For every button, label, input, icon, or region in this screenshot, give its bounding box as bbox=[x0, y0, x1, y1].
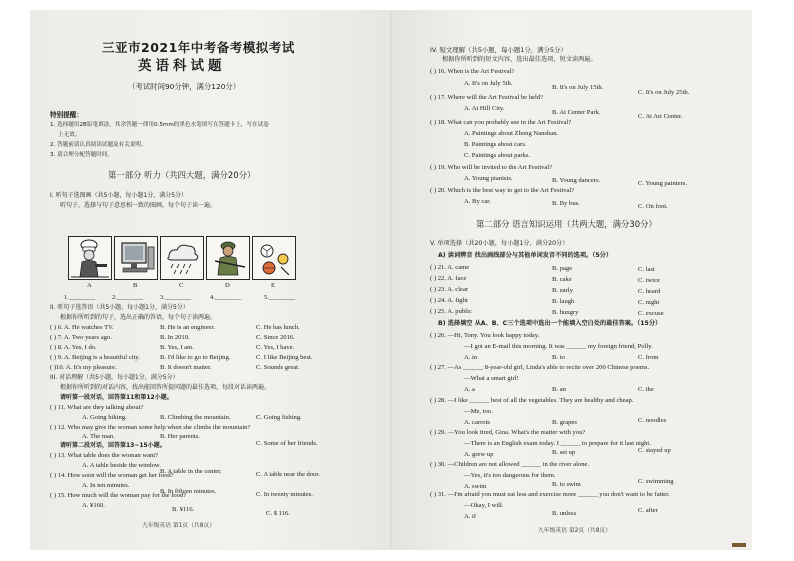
question-27-reply: —What a smart girl! bbox=[464, 375, 519, 382]
option-b: B. He is an engineer. bbox=[160, 324, 215, 331]
answer-blank[interactable]: 1.________ bbox=[64, 294, 96, 301]
option-b: B. ¥116. bbox=[172, 506, 195, 513]
option-a: A. Young pianists. bbox=[464, 175, 513, 182]
picture-letter: E bbox=[271, 282, 276, 289]
rain-cloud-icon bbox=[161, 237, 203, 279]
option-b: B. I'd like to go to Beijing. bbox=[160, 354, 231, 361]
picture-a bbox=[68, 236, 112, 280]
picture-letter: A bbox=[87, 282, 92, 289]
option-c: C. Sounds great. bbox=[256, 364, 300, 371]
option-b: B. Young dancers. bbox=[552, 177, 601, 184]
question-row: ( ) 8. A. Yes, I do. bbox=[50, 344, 97, 351]
section3-title: III. 对话理解（共5小题，每小题1分，满分5分） bbox=[50, 374, 179, 381]
page-footer: 九年级英语 第2页（共8页） bbox=[538, 528, 611, 534]
option-b: B. page bbox=[552, 265, 573, 272]
section4-instruction: 根据你所听到的短文内容，选出最佳选项，短文读两遍。 bbox=[442, 56, 597, 63]
question-29-reply: —There is an English exam today. I ______ to prepare for it last night. bbox=[464, 440, 651, 447]
option-c: C. A table near the door. bbox=[256, 471, 320, 478]
section2-title: II. 听句子选答语（共5小题，每小题1分，满分5分） bbox=[50, 304, 189, 311]
option-c: C. I like Beijing best. bbox=[256, 354, 313, 361]
question-15: ( ) 15. How much will the woman pay for the food? bbox=[50, 492, 187, 499]
option-c: C. $ 116. bbox=[266, 510, 290, 517]
picture-letter: D bbox=[225, 282, 230, 289]
part1-heading: 第一部分 听力（共四大题，满分20分） bbox=[108, 170, 256, 180]
question-27: ( ) 27. —As ______ 8-year-old girl, Linda's able to recite over 200 Chinese poems. bbox=[430, 364, 650, 371]
option-b: B. In fifteen minutes. bbox=[160, 488, 217, 495]
option-a: A. Paintings about Zhong Nanshan. bbox=[464, 130, 559, 137]
option-b: B. to bbox=[552, 354, 565, 361]
time-note: （考试时间90分钟，满分120分） bbox=[128, 82, 241, 91]
option-b: B. cake bbox=[552, 276, 572, 283]
option-a: A. swim bbox=[464, 483, 487, 490]
picture-c bbox=[160, 236, 204, 280]
option-b: B. It's on July 15th. bbox=[552, 84, 604, 91]
chef-icon bbox=[69, 237, 111, 279]
option-b: B. early bbox=[552, 287, 573, 294]
soldier-icon bbox=[207, 237, 249, 279]
option-b: B. Paintings about cars. bbox=[464, 141, 527, 148]
option-b: B. an bbox=[552, 386, 566, 393]
option-c: C. He has lunch. bbox=[256, 324, 300, 331]
option-c: C. from bbox=[638, 354, 659, 361]
tip-line: 3. 请合理分配答题时间。 bbox=[50, 152, 114, 158]
section2-instruction: 根据你所听到的句子，选出正确的答语，每个句子读两遍。 bbox=[60, 314, 217, 321]
option-b: B. set up bbox=[552, 449, 576, 456]
option-c: C. Paintings about parks. bbox=[464, 152, 531, 159]
question-28: ( ) 28. —I like ______ best of all the vegetables. They are healthy and cheap. bbox=[430, 397, 634, 404]
question-12: ( ) 12. Who may give the woman some help when she climbs the mountain? bbox=[50, 424, 251, 431]
page-2 bbox=[392, 10, 752, 550]
subject-title: 英语科试题 bbox=[138, 58, 226, 74]
option-c: C. after bbox=[638, 507, 658, 514]
exam-paper-spread bbox=[30, 10, 752, 550]
option-a: A. if bbox=[464, 513, 477, 520]
section3-instruction: 请听第一段对话，回答第11和第12小题。 bbox=[60, 394, 173, 401]
option-b: B. Yes, I am. bbox=[160, 344, 194, 351]
question-row: ( ) 7. A. Two years ago. bbox=[50, 334, 112, 341]
phonics-row: ( ) 23. A. clear bbox=[430, 286, 469, 293]
question-28-reply: —Me, too. bbox=[464, 408, 493, 415]
option-c: C. Young painters. bbox=[638, 180, 687, 187]
option-a: A. a bbox=[464, 386, 475, 393]
question-30-reply: —Yes, it's too dangerous for them. bbox=[464, 472, 556, 479]
option-b: B. to swim bbox=[552, 481, 581, 488]
question-31: ( ) 31. —I'm afraid you must eat less and exercise more ______ you don't want to be fatter. bbox=[430, 491, 670, 498]
phonics-row: ( ) 21. A. came bbox=[430, 264, 470, 271]
phonics-row: ( ) 25. A. public bbox=[430, 308, 472, 315]
option-c: C. twice bbox=[638, 277, 660, 284]
answer-blank[interactable]: 5.________ bbox=[264, 294, 296, 301]
question-11: ( ) 11. What are they talking about? bbox=[50, 404, 144, 411]
question-20: ( ) 20. Which is the best way to get to the Art Festival? bbox=[430, 187, 575, 194]
option-a: A. In ten minutes. bbox=[82, 482, 130, 489]
option-a: A. The man. bbox=[82, 433, 115, 440]
option-b: B. grapes bbox=[552, 419, 577, 426]
option-c: C. last bbox=[638, 266, 655, 273]
tip-line: 上无效。 bbox=[58, 132, 81, 138]
option-c: C. Yes, I have. bbox=[256, 344, 295, 351]
question-31-reply: —Okay, I will. bbox=[464, 502, 504, 509]
picture-b bbox=[114, 236, 158, 280]
question-14: ( ) 14. How soon will the woman get her food? bbox=[50, 472, 174, 479]
tips-title: 特别提醒： bbox=[50, 111, 83, 119]
option-b: B. Climbing the mountain. bbox=[160, 414, 231, 421]
picture-letter: B bbox=[133, 282, 138, 289]
question-row: ( )10. A. It's my pleasure. bbox=[50, 364, 117, 371]
section5b-instruction: B) 选择填空 从A、B、C三个选项中选出一个能填入空白处的最佳答案。（15分） bbox=[438, 320, 662, 327]
option-c: C. At Art Center. bbox=[638, 113, 683, 120]
option-a: A. A table beside the window. bbox=[82, 462, 161, 469]
option-a: A. carrots bbox=[464, 419, 490, 426]
section1-instruction: 听句子，选择与句子意思相一致的图画，每个句子读一遍。 bbox=[60, 202, 217, 209]
tip-line: 1. 选择题用2B铅笔填涂，其余答题一律用0.5mm的黑色水笔填写在答题卡上，写在试卷 bbox=[50, 122, 269, 128]
question-29: ( ) 29. —You look tired, Gina. What's the matter with you? bbox=[430, 429, 586, 436]
page-footer: 九年级英语 第1页（共8页） bbox=[142, 523, 215, 529]
option-b: B. At Center Park. bbox=[552, 109, 601, 116]
option-b: B. A table in the center. bbox=[160, 468, 222, 475]
answer-blank[interactable]: 4.________ bbox=[210, 294, 242, 301]
computer-icon bbox=[115, 237, 157, 279]
section3-instruction: 请听第二段对话，回答第13~15小题。 bbox=[60, 442, 166, 449]
option-c: C. stayed up bbox=[638, 447, 671, 454]
option-a: A. grew up bbox=[464, 451, 494, 458]
picture-e bbox=[252, 236, 296, 280]
option-c: C. heard bbox=[638, 288, 661, 295]
option-b: B. Her parents. bbox=[160, 433, 200, 440]
question-18: ( ) 18. What can you probably see in the Art Festival? bbox=[430, 119, 572, 126]
question-13: ( ) 13. What table does the woman want? bbox=[50, 452, 159, 459]
question-30: ( ) 30. —Children are not allowed ______ in the river alone. bbox=[430, 461, 590, 468]
option-b: B. hungry bbox=[552, 309, 579, 316]
question-19: ( ) 19. Who will be invited to the Art Festival? bbox=[430, 164, 553, 171]
exam-title: 三亚市2021年中考备考模拟考试 bbox=[102, 40, 295, 55]
option-a: A. ¥160. bbox=[82, 502, 105, 509]
answer-blank[interactable]: 2.________ bbox=[112, 294, 144, 301]
section4-title: IV. 短文理解（共5小题，每小题1分，满分5分） bbox=[430, 46, 567, 54]
question-26: ( ) 26. —Hi, Tony. You look happy today. bbox=[430, 332, 540, 339]
page-1 bbox=[30, 10, 390, 550]
section3-instruction: 根据你所听到的对话内容，找出能回答所提问题的最佳选项，每段对话读两遍。 bbox=[60, 384, 271, 391]
picture-letter: C bbox=[179, 282, 184, 289]
option-c: C. swimming bbox=[638, 478, 674, 485]
picture-d bbox=[206, 236, 250, 280]
section5a-instruction: A) 读词辨音 找出画线部分与其他单词发音不同的选项。（5分） bbox=[438, 252, 613, 259]
option-c: C. excuse bbox=[638, 310, 664, 317]
option-c: C. night bbox=[638, 299, 660, 306]
option-b: B. unless bbox=[552, 510, 577, 517]
section1-title: I. 听句子选图画（共5小题，每小题1分，满分5分） bbox=[50, 192, 188, 199]
answer-blank[interactable]: 3.________ bbox=[160, 294, 192, 301]
question-row: ( ) 6. A. He watches TV. bbox=[50, 324, 114, 331]
option-a: A. in bbox=[464, 354, 478, 361]
tip-line: 2. 答题前请认真阅读试题及有关说明。 bbox=[50, 142, 147, 148]
phonics-row: ( ) 24. A. fight bbox=[430, 297, 468, 304]
section5-title: V. 单项选择（共20小题，每小题1分，满分20分） bbox=[430, 240, 569, 247]
option-c: C. noodles bbox=[638, 417, 667, 424]
option-a: A. It's on July 5th. bbox=[464, 80, 513, 87]
option-c: C. On foot. bbox=[638, 203, 668, 210]
option-a: A. At Hill City. bbox=[464, 105, 505, 112]
option-c: C. It's on July 25th. bbox=[638, 89, 690, 96]
question-17: ( ) 17. Where will the Art Festival be held? bbox=[430, 94, 544, 101]
option-b: B. In 2010. bbox=[160, 334, 190, 341]
option-c: C. Going fishing. bbox=[256, 414, 302, 421]
phonics-row: ( ) 22. A. face bbox=[430, 275, 467, 282]
option-c: C. Some of her friends. bbox=[256, 440, 318, 447]
question-16: ( ) 16. When is the Art Festival? bbox=[430, 68, 515, 75]
binder-tab bbox=[732, 543, 746, 547]
question-26-reply: —I got an E-mail this morning. It was ______ my foreign friend, Polly. bbox=[464, 343, 653, 350]
option-b: B. laugh bbox=[552, 298, 575, 305]
option-b: B. It doesn't matter. bbox=[160, 364, 212, 371]
question-row: ( ) 9. A. Beijing is a beautiful city. bbox=[50, 354, 140, 361]
sports-balls-icon bbox=[253, 237, 295, 279]
option-c: C. Since 2016. bbox=[256, 334, 295, 341]
part2-heading: 第二部分 语言知识运用（共两大题，满分30分） bbox=[476, 219, 657, 229]
option-c: C. In twenty minutes. bbox=[256, 491, 313, 498]
option-c: C. the bbox=[638, 386, 654, 393]
option-a: A. Going hiking. bbox=[82, 414, 127, 421]
option-a: A. By car. bbox=[464, 198, 491, 205]
option-b: B. By bus. bbox=[552, 200, 580, 207]
